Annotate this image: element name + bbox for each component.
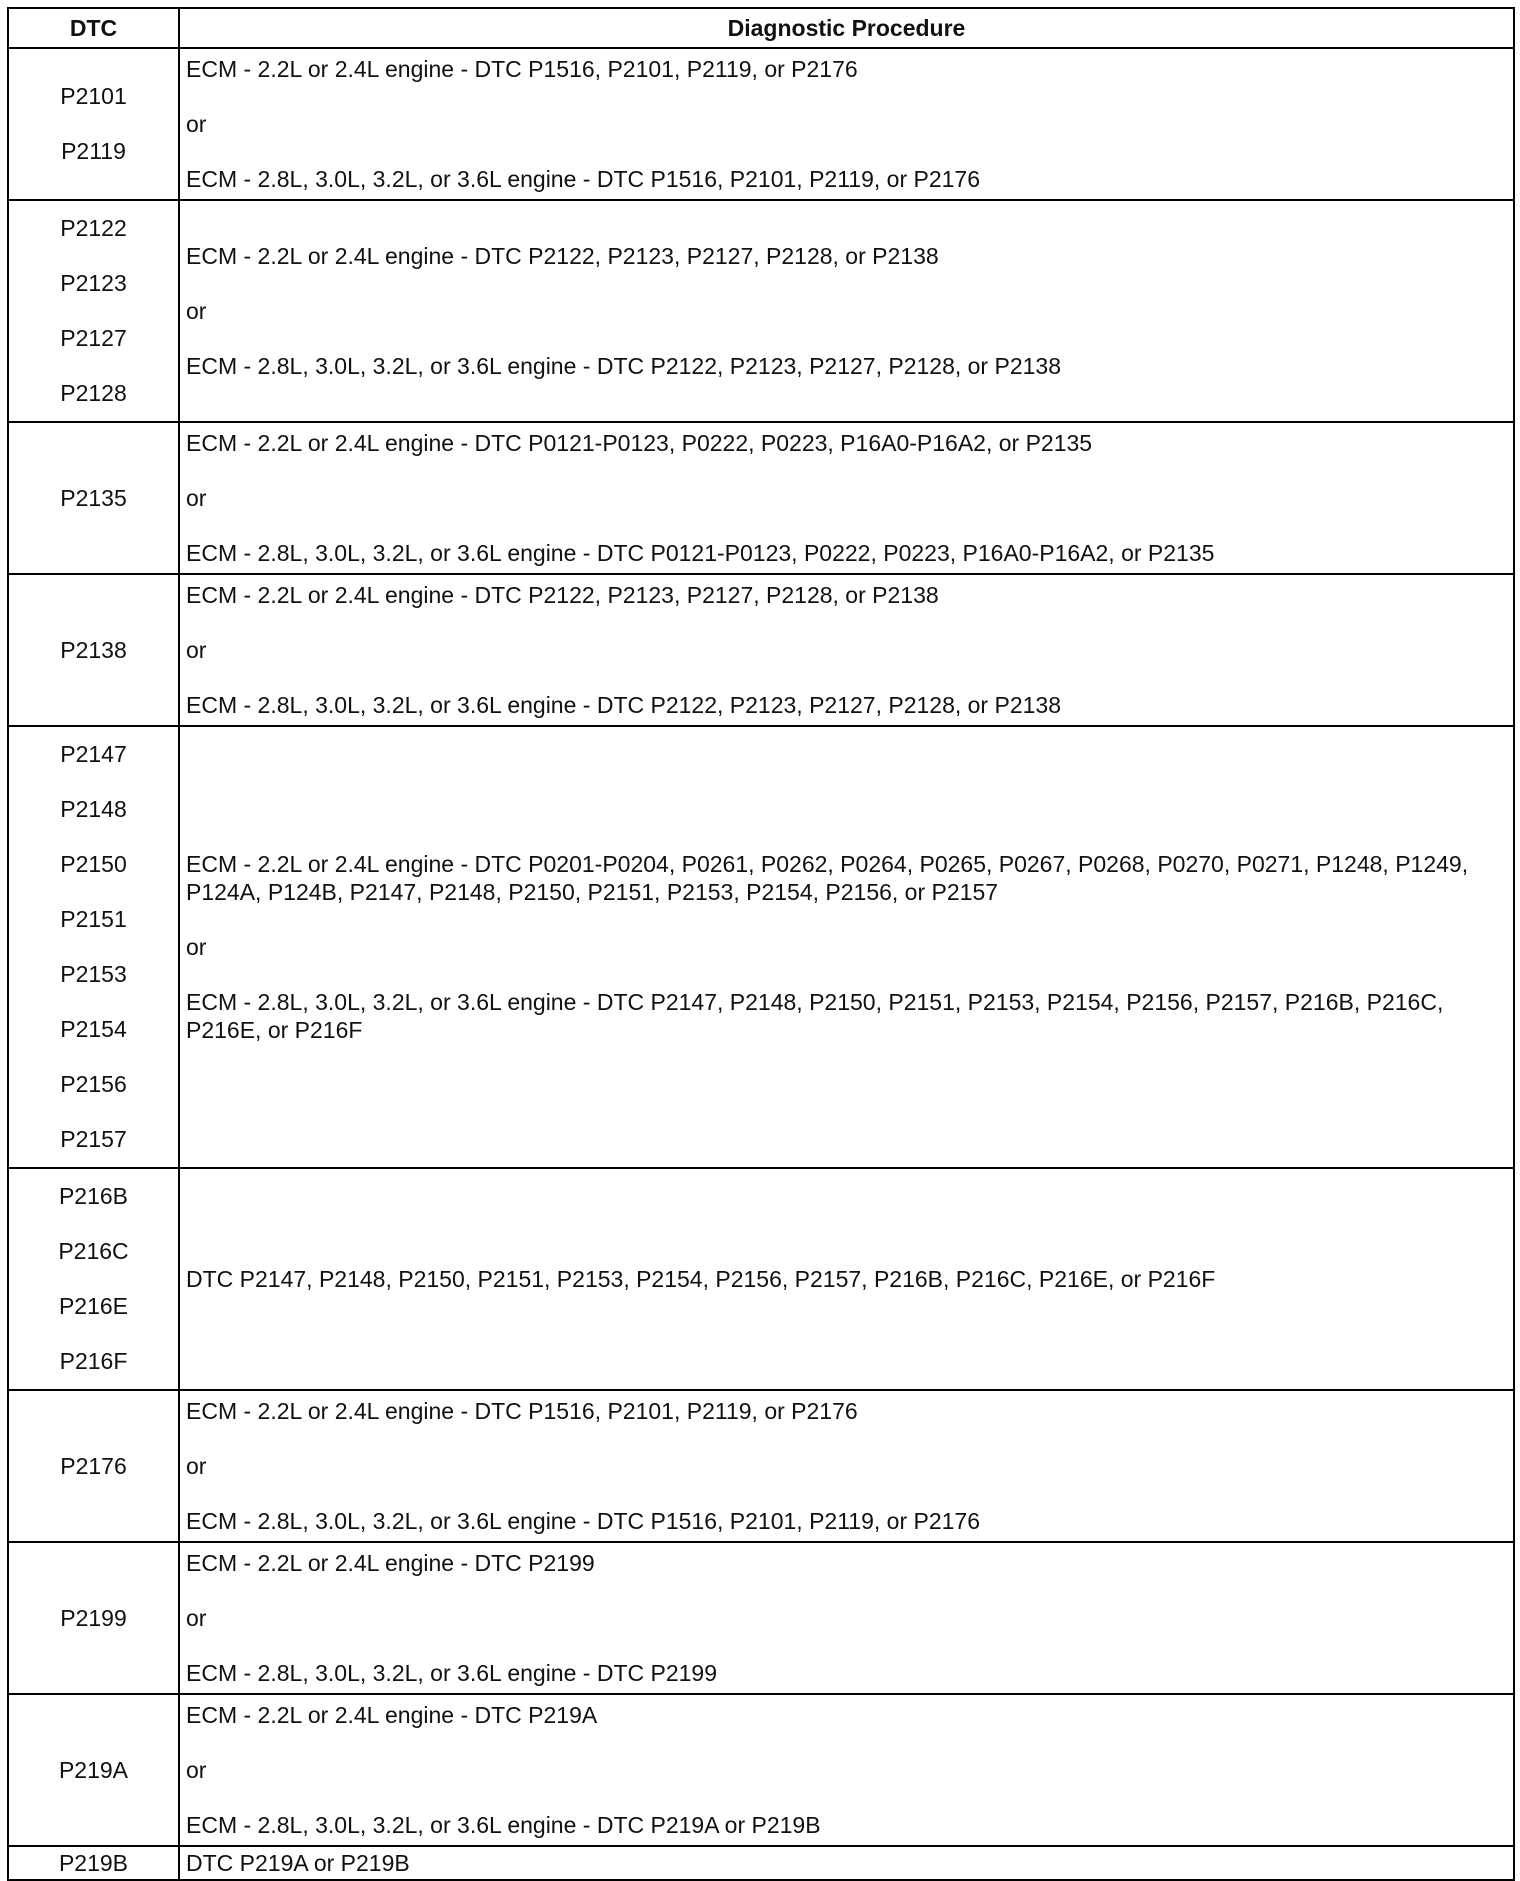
table-row [8, 1390, 1514, 1542]
procedure-text: ECM - 2.2L or 2.4L engine - DTC P219A [186, 1702, 598, 1728]
dtc-code: P2135 [60, 484, 127, 511]
procedure-text: ECM - 2.8L, 3.0L, 3.2L, or 3.6L engine - DTC P2147, P2148, P2150, P2151, P2153, P2154, P2156, P2157, P216B, P216C, P216E, or P216F [186, 989, 1444, 1043]
dtc-cell [8, 422, 179, 574]
procedure-text: ECM - 2.8L, 3.0L, 3.2L, or 3.6L engine - DTC P1516, P2101, P2119, or P2176 [186, 166, 980, 192]
header-row [8, 8, 1514, 48]
or-separator: or [186, 485, 207, 511]
dtc-code: P2150 [60, 851, 127, 877]
dtc-cell [8, 1846, 179, 1880]
dtc-cell [8, 200, 179, 422]
dtc-code: P216B [58, 1183, 129, 1209]
dtc-code: P216C [58, 1238, 129, 1264]
procedure-cell [179, 726, 1514, 1168]
procedure-cell [179, 574, 1514, 726]
procedure-text: ECM - 2.2L or 2.4L engine - DTC P1516, P2101, P2119, or P2176 [186, 1398, 858, 1424]
procedure-cell [179, 48, 1514, 200]
dtc-code: P2157 [60, 1126, 127, 1152]
dtc-code: P2123 [60, 270, 127, 296]
procedure-column-header: Diagnostic Procedure [179, 8, 1514, 48]
dtc-cell [8, 1168, 179, 1390]
procedure-text: ECM - 2.8L, 3.0L, 3.2L, or 3.6L engine - DTC P0121-P0123, P0222, P0223, P16A0-P16A2, or P2135 [186, 540, 1215, 566]
procedure-cell [179, 200, 1514, 422]
procedure-text: ECM - 2.2L or 2.4L engine - DTC P0201-P0204, P0261, P0262, P0264, P0265, P0267, P0268, P0270, P0271, P1248, P1249, P124A, P124B, P2147, P2148, P2150, P2151, P2153, P2154, P2156, or P2157 [186, 851, 1469, 905]
dtc-cell [8, 1390, 179, 1542]
dtc-code: P216F [59, 1348, 128, 1374]
procedure-text: ECM - 2.8L, 3.0L, 3.2L, or 3.6L engine - DTC P2122, P2123, P2127, P2128, or P2138 [186, 353, 1061, 379]
dtc-cell [8, 574, 179, 726]
procedure-cell [179, 1542, 1514, 1694]
or-separator: or [186, 1757, 207, 1783]
table-row [8, 574, 1514, 726]
dtc-code: P219A [58, 1756, 129, 1783]
table-row [8, 1846, 1514, 1880]
or-separator: or [186, 637, 207, 663]
dtc-code: P2101 [60, 83, 127, 109]
procedure-text: ECM - 2.2L or 2.4L engine - DTC P2122, P2123, P2127, P2128, or P2138 [186, 582, 939, 608]
dtc-code: P2127 [60, 325, 127, 351]
procedure-text: ECM - 2.2L or 2.4L engine - DTC P2199 [186, 1550, 595, 1576]
dtc-code: P2199 [60, 1604, 127, 1631]
dtc-code: P2176 [60, 1452, 127, 1479]
dtc-code: P216E [58, 1293, 129, 1319]
dtc-code: P2138 [60, 636, 127, 663]
table-row [8, 726, 1514, 1168]
or-separator: or [186, 111, 207, 137]
or-separator: or [186, 934, 207, 960]
procedure-cell [179, 1694, 1514, 1846]
dtc-cell [8, 1542, 179, 1694]
table-row [8, 1168, 1514, 1390]
dtc-cell [8, 1694, 179, 1846]
procedure-cell [179, 1168, 1514, 1390]
procedure-text: ECM - 2.2L or 2.4L engine - DTC P1516, P2101, P2119, or P2176 [186, 56, 858, 82]
procedure-text: ECM - 2.8L, 3.0L, 3.2L, or 3.6L engine - DTC P2122, P2123, P2127, P2128, or P2138 [186, 692, 1061, 718]
procedure-text: ECM - 2.8L, 3.0L, 3.2L, or 3.6L engine - DTC P2199 [186, 1660, 717, 1686]
table-row [8, 200, 1514, 422]
procedure-cell [179, 1390, 1514, 1542]
table-body [8, 48, 1514, 1880]
procedure-text: ECM - 2.8L, 3.0L, 3.2L, or 3.6L engine - DTC P219A or P219B [186, 1812, 821, 1838]
dtc-code: P2122 [60, 215, 127, 241]
procedure-text: ECM - 2.8L, 3.0L, 3.2L, or 3.6L engine - DTC P1516, P2101, P2119, or P2176 [186, 1508, 980, 1534]
table-row [8, 1542, 1514, 1694]
dtc-code: P2154 [60, 1016, 127, 1042]
procedure-cell [179, 422, 1514, 574]
table-row [8, 422, 1514, 574]
dtc-code: P2147 [60, 741, 127, 767]
dtc-cell [8, 726, 179, 1168]
or-separator: or [186, 298, 207, 324]
procedure-text: DTC P219A or P219B [186, 1850, 410, 1876]
dtc-code: P2148 [60, 796, 127, 822]
dtc-code: P2119 [61, 138, 126, 164]
table-row [8, 1694, 1514, 1846]
table-row [8, 48, 1514, 200]
dtc-code: P2151 [60, 906, 127, 932]
or-separator: or [186, 1605, 207, 1631]
dtc-code: P2153 [60, 961, 127, 987]
dtc-code: P2156 [60, 1071, 127, 1097]
procedure-text: ECM - 2.2L or 2.4L engine - DTC P0121-P0123, P0222, P0223, P16A0-P16A2, or P2135 [186, 430, 1093, 456]
procedure-text: DTC P2147, P2148, P2150, P2151, P2153, P2154, P2156, P2157, P216B, P216C, P216E, or P216F [186, 1266, 1216, 1292]
dtc-column-header: DTC [8, 8, 179, 48]
procedure-cell [179, 1846, 1514, 1880]
dtc-code: P2128 [60, 380, 127, 406]
or-separator: or [186, 1453, 207, 1479]
dtc-cell [8, 48, 179, 200]
dtc-code: P219B [58, 1850, 129, 1876]
procedure-text: ECM - 2.2L or 2.4L engine - DTC P2122, P2123, P2127, P2128, or P2138 [186, 243, 939, 269]
dtc-table [7, 7, 1515, 1881]
